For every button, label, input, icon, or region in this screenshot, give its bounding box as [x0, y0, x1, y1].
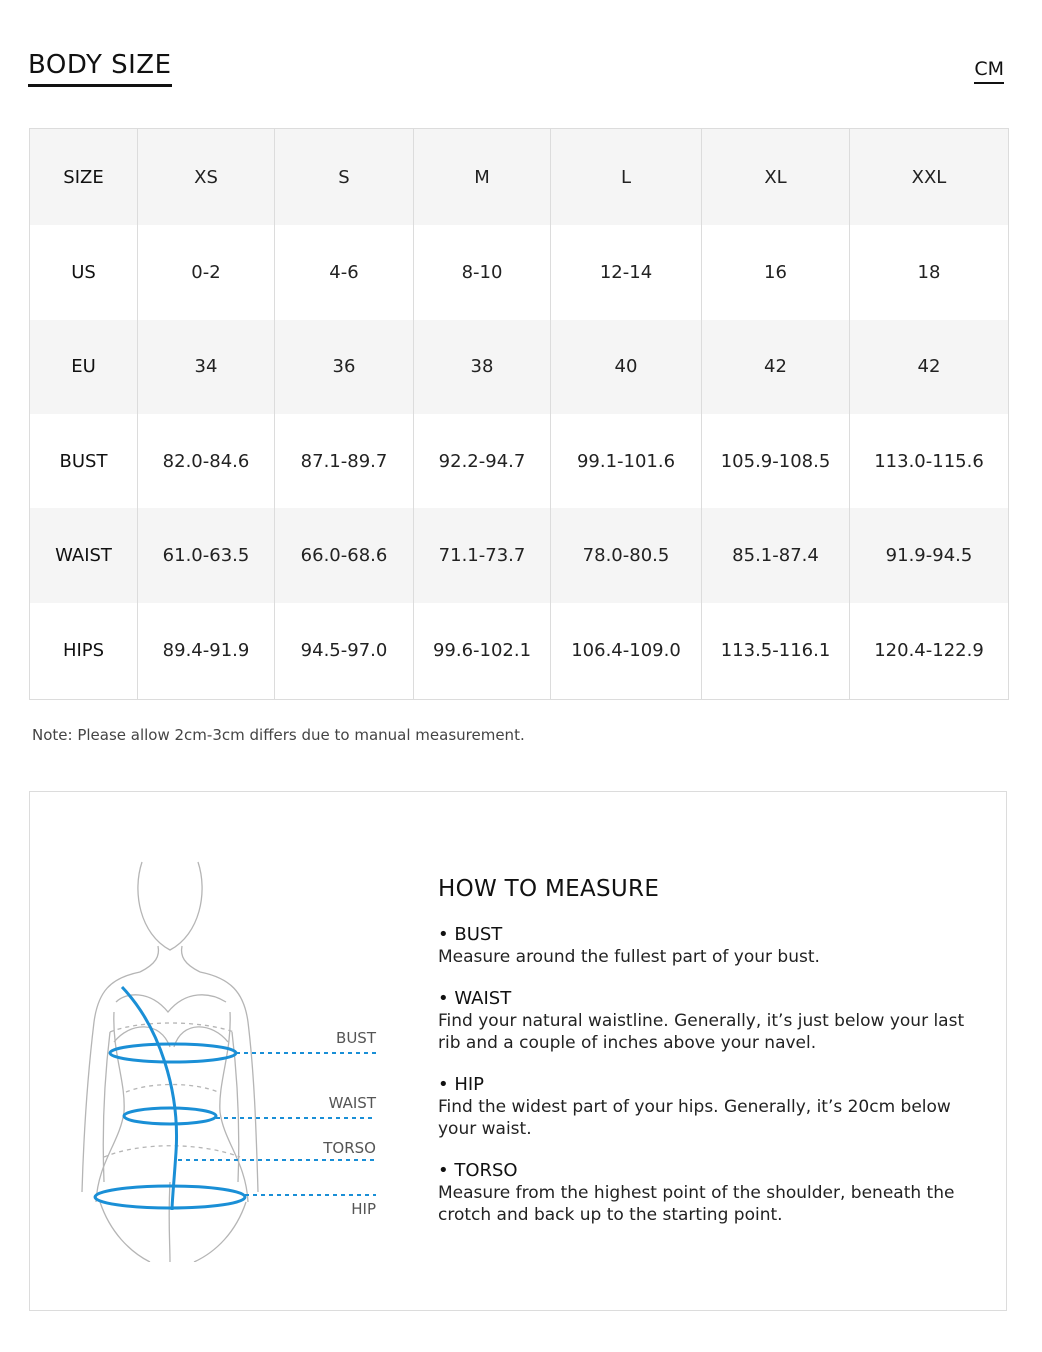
- table-cell: 16: [702, 225, 850, 319]
- table-cell: 36: [275, 320, 414, 414]
- table-cell: 113.0-115.6: [850, 414, 1009, 508]
- table-cell: 92.2-94.7: [414, 414, 551, 508]
- waist-measure-line: [124, 1108, 216, 1124]
- table-cell: 61.0-63.5: [138, 508, 275, 602]
- how-to-measure-panel: [29, 791, 1007, 1311]
- table-row: [30, 129, 1009, 226]
- table-cell: XXL: [850, 129, 1009, 226]
- row-header: US: [30, 225, 138, 319]
- bust-label: BUST: [336, 1029, 376, 1047]
- table-cell: M: [414, 129, 551, 226]
- table-cell: 91.9-94.5: [850, 508, 1009, 602]
- table-row: [30, 508, 1009, 602]
- table-cell: 85.1-87.4: [702, 508, 850, 602]
- table-cell: 105.9-108.5: [702, 414, 850, 508]
- table-cell: 12-14: [551, 225, 702, 319]
- table-cell: 94.5-97.0: [275, 603, 414, 700]
- table-cell: 42: [850, 320, 1009, 414]
- table-cell: 0-2: [138, 225, 275, 319]
- table-cell: XL: [702, 129, 850, 226]
- measure-item-text: Measure from the highest point of the shoulder, beneath the crotch and back up to the starting point.: [438, 1183, 955, 1225]
- table-cell: 87.1-89.7: [275, 414, 414, 508]
- table-cell: 120.4-122.9: [850, 603, 1009, 700]
- table-cell: XS: [138, 129, 275, 226]
- left-arm-outline: [82, 972, 140, 1192]
- measure-item-torso: [438, 1160, 978, 1226]
- how-to-measure-title: HOW TO MEASURE: [438, 876, 660, 902]
- table-cell: 99.1-101.6: [551, 414, 702, 508]
- measure-item-text: Find your natural waistline. Generally, it’s just below your last rib and a couple of inches above your navel.: [438, 1011, 965, 1053]
- measure-item-bust: [438, 924, 978, 968]
- table-cell: 34: [138, 320, 275, 414]
- torso-label: TORSO: [323, 1139, 376, 1157]
- size-chart-table: [29, 128, 1009, 700]
- measure-item-text: Measure around the fullest part of your bust.: [438, 947, 820, 967]
- measure-item-waist: [438, 988, 978, 1054]
- table-cell: 4-6: [275, 225, 414, 319]
- measure-item-head: • HIP: [438, 1074, 485, 1095]
- table-cell: 71.1-73.7: [414, 508, 551, 602]
- head-outline: [138, 862, 202, 950]
- table-cell: 78.0-80.5: [551, 508, 702, 602]
- measure-item-text: Find the widest part of your hips. Generally, it’s 20cm below your waist.: [438, 1097, 951, 1139]
- table-row: [30, 320, 1009, 414]
- measure-item-head: • WAIST: [438, 988, 512, 1009]
- measure-item-hip: [438, 1074, 978, 1140]
- table-cell: S: [275, 129, 414, 226]
- measure-item-head: • BUST: [438, 924, 503, 945]
- unit-toggle[interactable]: CM: [974, 58, 1004, 84]
- how-to-measure-text: [438, 876, 978, 1246]
- table-cell: 66.0-68.6: [275, 508, 414, 602]
- row-header: WAIST: [30, 508, 138, 602]
- table-row: [30, 414, 1009, 508]
- table-cell: 106.4-109.0: [551, 603, 702, 700]
- body-figure-illustration: [70, 842, 430, 1262]
- waist-label: WAIST: [328, 1094, 376, 1112]
- table-cell: 18: [850, 225, 1009, 319]
- table-cell: 8-10: [414, 225, 551, 319]
- row-header: HIPS: [30, 603, 138, 700]
- bust-outline: [114, 995, 228, 1047]
- row-header: SIZE: [30, 129, 138, 226]
- table-cell: 113.5-116.1: [702, 603, 850, 700]
- table-row: [30, 225, 1009, 319]
- table-cell: 99.6-102.1: [414, 603, 551, 700]
- bust-measure-line: [110, 1044, 236, 1062]
- measure-item-head: • TORSO: [438, 1160, 518, 1181]
- table-row: [30, 603, 1009, 700]
- table-cell: 82.0-84.6: [138, 414, 275, 508]
- row-header: BUST: [30, 414, 138, 508]
- table-cell: 42: [702, 320, 850, 414]
- torso-measure-line: [122, 987, 177, 1210]
- hip-label: HIP: [351, 1200, 376, 1218]
- table-cell: 40: [551, 320, 702, 414]
- table-cell: 89.4-91.9: [138, 603, 275, 700]
- row-header: EU: [30, 320, 138, 414]
- page-title: BODY SIZE: [28, 50, 172, 87]
- table-cell: L: [551, 129, 702, 226]
- measurement-note: Note: Please allow 2cm-3cm differs due to manual measurement.: [32, 726, 525, 744]
- table-cell: 38: [414, 320, 551, 414]
